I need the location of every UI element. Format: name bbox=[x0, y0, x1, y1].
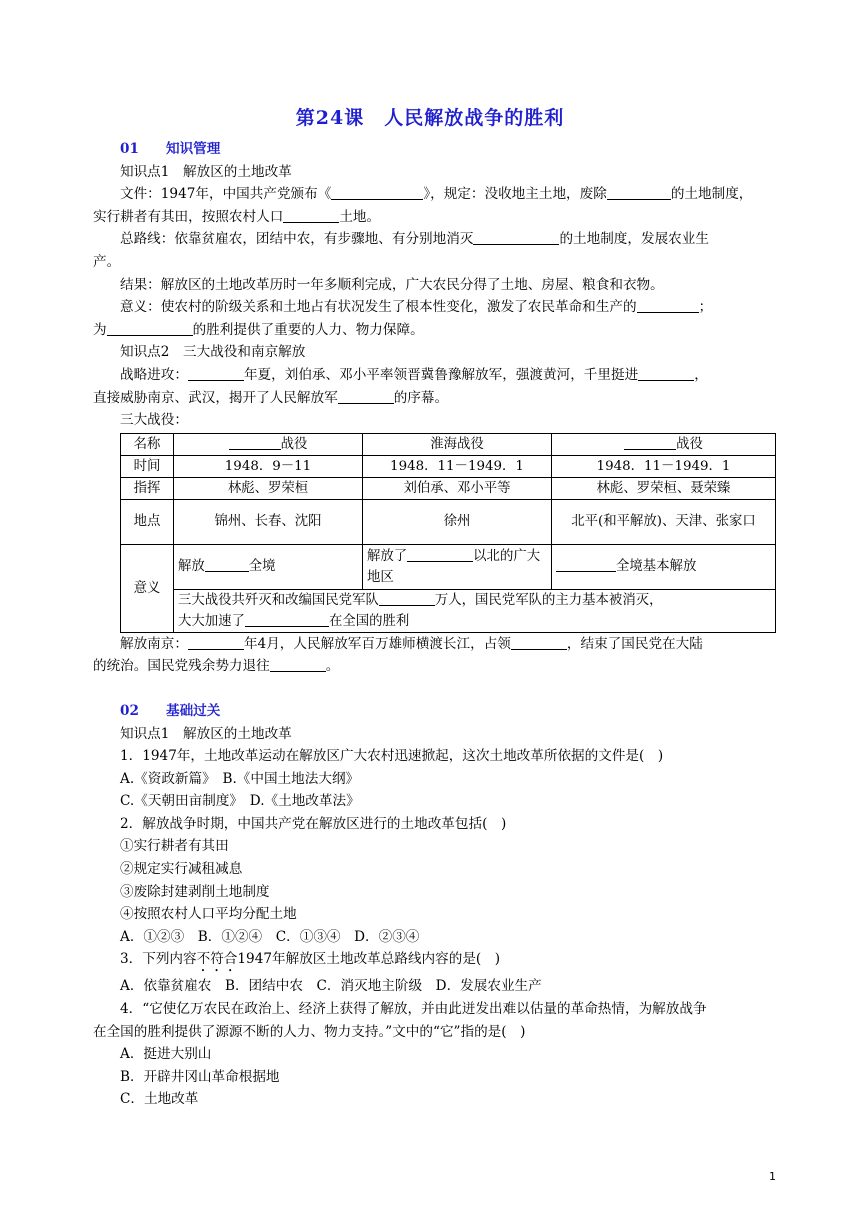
q3-stem: 3．下列内容不符合1947年解放区土地改革总路线内容的是( ) bbox=[120, 951, 501, 968]
table-cell: 1948．11－1949．1 bbox=[552, 455, 776, 477]
table-cell: 刘伯承、邓小平等 bbox=[363, 477, 552, 499]
k1-wenjian-cont: 实行耕者有其田，按照农村人口 土地。 bbox=[93, 208, 381, 225]
table-cell: 林彪、罗荣桓、聂荣臻 bbox=[552, 477, 776, 499]
page-number: 1 bbox=[769, 1170, 776, 1183]
k1-yiyi: 意义：使农村的阶级关系和土地占有状况发生了根本性变化，激发了农民革命和生产的 ； bbox=[120, 299, 713, 316]
section-number: 01 bbox=[120, 141, 139, 157]
emphasis-text: 不符合 bbox=[196, 951, 238, 968]
q4-option: B．开辟井冈山革命根据地 bbox=[120, 1068, 280, 1085]
table-row bbox=[121, 589, 776, 632]
table-cell: 1948．11－1949．1 bbox=[363, 455, 552, 477]
q2-statement: ②规定实行减租减息 bbox=[120, 861, 243, 878]
q1-stem: 1．1947年，土地改革运动在解放区广大农村迅速掀起，这次土地改革所依据的文件是( ) bbox=[120, 748, 664, 765]
k2-heading: 知识点2 三大战役和南京解放 bbox=[120, 344, 306, 361]
k1-luxian-cont: 产。 bbox=[93, 253, 121, 270]
nanjing-line: 解放南京： 年4月，人民解放军百万雄师横渡长江，占领 ，结束了国民党在大陆 bbox=[120, 635, 703, 652]
q2-statement: ③废除封建剥削土地制度 bbox=[120, 883, 270, 900]
table-row bbox=[121, 499, 776, 544]
section-name: 知识管理 bbox=[166, 141, 221, 157]
blank bbox=[331, 185, 423, 200]
section-number: 02 bbox=[120, 702, 139, 719]
k2-zhanlue-cont: 直接威胁南京、武汉，揭开了人民解放军 的序幕。 bbox=[93, 389, 449, 406]
blank bbox=[188, 366, 244, 381]
blank bbox=[556, 557, 616, 572]
section-heading-basics bbox=[120, 700, 776, 723]
nanjing-cont: 的统治。国民党残余势力退往 。 bbox=[93, 658, 340, 675]
blank bbox=[511, 635, 567, 650]
blank bbox=[607, 185, 671, 200]
table-cell: 1948．9－11 bbox=[174, 455, 363, 477]
battle-table bbox=[120, 433, 776, 633]
blank bbox=[338, 389, 394, 404]
q4-stem-cont: 在全国的胜利提供了源源不断的人力、物力支持。”文中的“它”指的是( ) bbox=[93, 1023, 526, 1040]
blank bbox=[188, 635, 244, 650]
k2-sanda: 三大战役： bbox=[120, 412, 188, 429]
table-row bbox=[121, 477, 776, 499]
table-cell: 淮海战役 bbox=[363, 433, 552, 455]
k1-heading: 知识点1 解放区的土地改革 bbox=[120, 163, 292, 180]
blank bbox=[473, 230, 559, 245]
blank bbox=[638, 366, 694, 381]
blank bbox=[205, 557, 249, 572]
k1-jieguo: 结果：解放区的土地改革历时一年多顺利完成，广大农民分得了土地、房屋、粮食和衣物。 bbox=[120, 276, 664, 293]
table-header-cell: 地点 bbox=[121, 499, 174, 544]
blank bbox=[379, 591, 435, 606]
table-cell: 解放了 以北的广大地区 bbox=[363, 544, 552, 589]
table-header-cell: 时间 bbox=[121, 455, 174, 477]
q4-stem: 4．“它使亿万农民在政治上、经济上获得了解放，并由此迸发出难以估量的革命热情，为解放战争 bbox=[120, 1001, 707, 1018]
table-row bbox=[121, 433, 776, 455]
blank bbox=[283, 208, 339, 223]
table-header-cell: 名称 bbox=[121, 433, 174, 455]
k1-yiyi-cont: 为 的胜利提供了重要的人力、物力保障。 bbox=[93, 321, 424, 338]
blank bbox=[407, 547, 473, 562]
blank bbox=[270, 657, 326, 672]
k1-luxian: 总路线：依靠贫雇农，团结中农，有步骤地、有分别地消灭 的土地制度，发展农业生 bbox=[120, 231, 709, 248]
table-cell: 解放 全境 bbox=[174, 544, 363, 589]
content bbox=[93, 138, 776, 1111]
blank bbox=[107, 321, 193, 336]
blank bbox=[637, 298, 699, 313]
table-cell: 林彪、罗荣桓 bbox=[174, 477, 363, 499]
q2-statement: ①实行耕者有其田 bbox=[120, 838, 229, 855]
table-header-cell: 指挥 bbox=[121, 477, 174, 499]
table-cell: 三大战役共歼灭和改编国民党军队 万人，国民党军队的主力基本被消灭， 大大加速了 在全国的胜利 bbox=[174, 589, 776, 632]
table-cell: 战役 bbox=[552, 433, 776, 455]
k1b-heading: 知识点1 解放区的土地改革 bbox=[120, 725, 292, 742]
k2-zhanlue: 战略进攻： 年夏，刘伯承、邓小平率领晋冀鲁豫解放军，强渡黄河，千里挺进 ， bbox=[120, 366, 708, 383]
table-row bbox=[121, 455, 776, 477]
q3-options: A．依靠贫雇农 B．团结中农 C．消灭地主阶级 D．发展农业生产 bbox=[120, 978, 542, 995]
k1-wenjian: 文件：1947年，中国共产党颁布《 》，规定：没收地主土地，废除 的土地制度， bbox=[120, 186, 753, 203]
table-row bbox=[121, 544, 776, 589]
q2-options: A．①②③ B．①②④ C．①③④ D．②③④ bbox=[120, 928, 420, 945]
table-cell: 战役 bbox=[174, 433, 363, 455]
lesson-title: 第24课 人民解放战争的胜利 bbox=[295, 107, 565, 129]
section-heading-knowledge bbox=[120, 138, 776, 161]
blank bbox=[624, 435, 676, 450]
blank bbox=[245, 612, 329, 627]
q4-option: C．土地改革 bbox=[120, 1091, 199, 1108]
q2-stem: 2．解放战争时期，中国共产党在解放区进行的土地改革包括( ) bbox=[120, 815, 507, 832]
q2-statement: ④按照农村人口平均分配土地 bbox=[120, 906, 297, 923]
q1-options-1: A.《资政新篇》 B.《中国土地法大纲》 bbox=[120, 770, 360, 787]
section-name: 基础过关 bbox=[166, 702, 221, 719]
table-cell: 锦州、长春、沈阳 bbox=[174, 499, 363, 544]
blank bbox=[229, 435, 281, 450]
q1-options-2: C.《天朝田亩制度》 D.《土地改革法》 bbox=[120, 793, 360, 810]
table-cell: 徐州 bbox=[363, 499, 552, 544]
table-cell: 北平(和平解放)、天津、张家口 bbox=[552, 499, 776, 544]
q4-option: A．挺进大别山 bbox=[120, 1046, 212, 1063]
table-header-cell: 意义 bbox=[121, 544, 174, 632]
table-cell: 全境基本解放 bbox=[552, 544, 776, 589]
